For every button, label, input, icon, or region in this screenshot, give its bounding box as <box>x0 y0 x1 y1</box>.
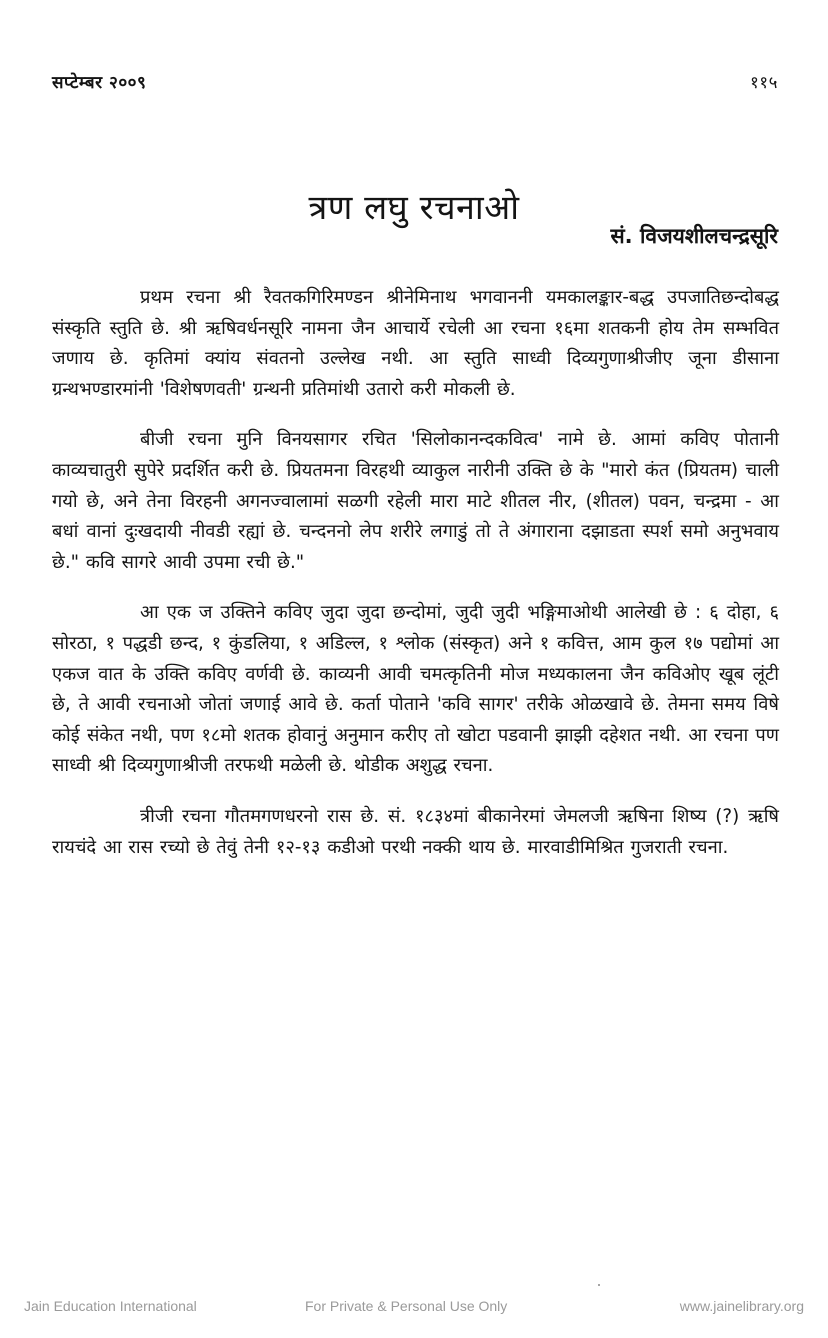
footer-publisher: Jain Education International <box>24 1298 197 1314</box>
article-title: त्रण लघु रचनाओ <box>308 187 520 228</box>
scan-speck <box>598 1284 600 1286</box>
page-number: ११५ <box>749 73 778 93</box>
paragraph-first-composition: प्रथम रचना श्री रैवतकगिरिमण्डन श्रीनेमिनाथ भगवाननी यमकालङ्कार-बद्ध उपजातिछन्दोबद्ध संस्कृति स्तुति छे. श्री ऋषिवर्धनसूरि नामना जैन आचार्ये रचेली आ रचना १६मा शतकनी होय तेम सम्भवित जणाय छे. कृतिमां क्यांय संवतनो उल्लेख नथी. आ स्तुति साध्वी दिव्यगुणाश्रीजीए जूना डीसाना ग्रन्थभण्डारमांनी 'विशेषणवती' ग्रन्थनी प्रतिमांथी उतारो करी मोकली छे. <box>52 287 779 400</box>
footer-usage-notice: For Private & Personal Use Only <box>305 1298 508 1314</box>
paragraph-metres-description: आ एक ज उक्तिने कविए जुदा जुदा छन्दोमां, जुदी जुदी भङ्गिमाओथी आलेखी छे : ६ दोहा, ६ सोरठा, १ पद्धडी छन्द, १ कुंडलिया, १ अडिल्ल, १ श्लोक (संस्कृत) अने १ कवित्त, आम कुल १७ पद्योमां आ एकज वात के उक्ति कविए वर्णवी छे. काव्यनी आवी चमत्कृतिनी मोज मध्यकालना जैन कविओए खूब लूंटी छे, ते आवी रचनाओ जोतां जणाई आवे छे. कर्ता पोताने 'कवि सागर' तरीके ओळखावे छे. तेमना समय विषे कोई संकेत नथी, पण १८मो शतक होवानुं अनुमान करीए तो खोटा पडवानी झाझी दहेशत नथी. आ रचना पण साध्वी श्री दिव्यगुणाश्रीजी तरफथी मळेली छे. थोडीक अशुद्ध रचना. <box>52 602 779 777</box>
footer-website-link[interactable]: www.jainelibrary.org <box>679 1298 804 1314</box>
paragraph-third-composition: त्रीजी रचना गौतमगणधरनो रास छे. सं. १८३४मां बीकानेरमां जेमलजी ऋषिना शिष्य (?) ऋषि रायचंदे आ रास रच्यो छे तेवुं तेनी १२-१३ कडीओ परथी नक्की थाय छे. मारवाडीमिश्रित गुजराती रचना. <box>52 805 779 858</box>
paragraph-second-composition: बीजी रचना मुनि विनयसागर रचित 'सिलोकानन्दकवित्व' नामे छे. आमां कविए पोतानी काव्यचातुरी सुपेरे प्रदर्शित करी छे. प्रियतमना विरहथी व्याकुल नारीनी उक्ति छे के "मारो कंत (प्रियतम) चाली गयो छे, अने तेना विरहनी अगनज्वालामां सळगी रहेली मारा माटे शीतल नीर, (शीतल) पवन, चन्द्रमा - आ बधां वानां दुःखदायी नीवडी रह्यां छे. चन्दननो लेप शरीरे लगाडुं तो ते अंगाराना दझाडता स्पर्श समो अनुभवाय छे." कवि सागरे आवी उपमा रची छे." <box>52 429 779 573</box>
article-body <box>52 283 779 863</box>
running-head-date: सप्टेम्बर २००९ <box>52 73 147 93</box>
editor-byline: सं. विजयशीलचन्द्रसूरि <box>610 224 778 248</box>
